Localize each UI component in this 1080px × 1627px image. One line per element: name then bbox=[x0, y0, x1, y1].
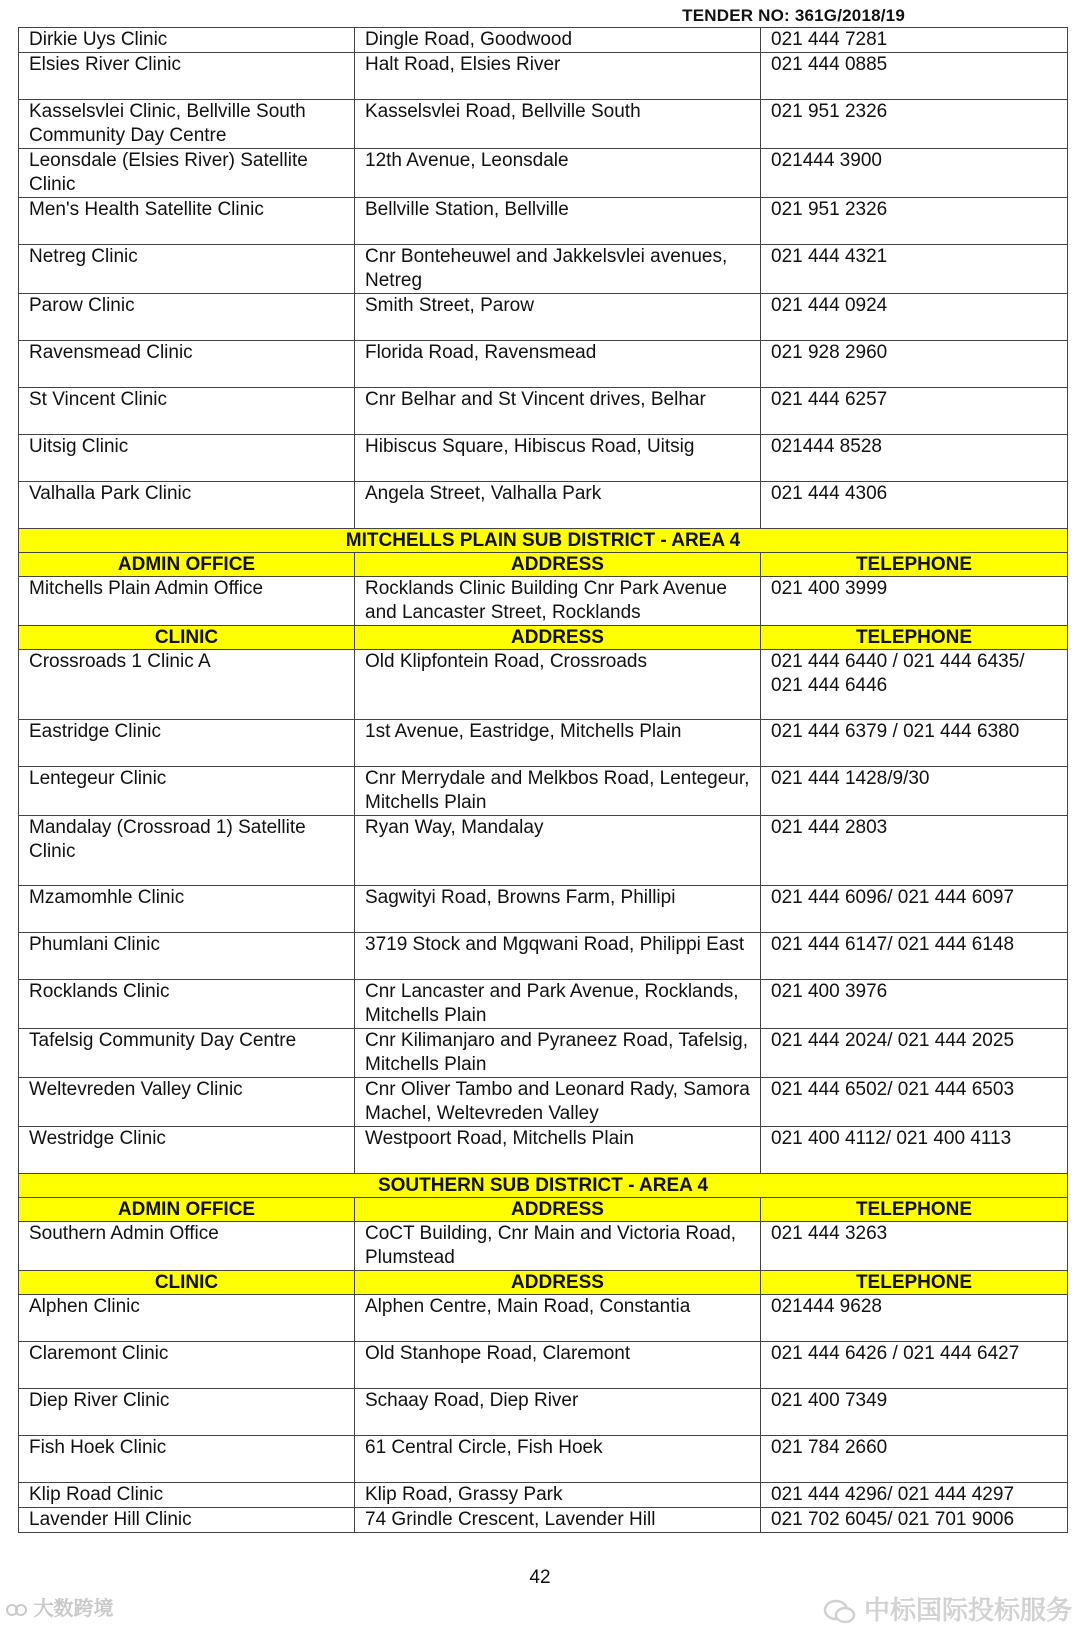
table-row bbox=[19, 933, 1068, 980]
telephone-cell: 021 444 6379 / 021 444 6380 bbox=[761, 720, 1068, 767]
clinic-name-cell: Eastridge Clinic bbox=[19, 720, 355, 767]
table-row bbox=[19, 980, 1068, 1029]
table-row bbox=[19, 1078, 1068, 1127]
telephone-cell: 021 951 2326 bbox=[761, 198, 1068, 245]
column-header-name: ADMIN OFFICE bbox=[19, 553, 355, 577]
admin-header-row bbox=[19, 1198, 1068, 1222]
clinic-name-cell: Mandalay (Crossroad 1) Satellite Clinic bbox=[19, 816, 355, 886]
table-row bbox=[19, 650, 1068, 720]
table-row bbox=[19, 28, 1068, 53]
telephone-cell: 021 400 3976 bbox=[761, 980, 1068, 1029]
telephone-cell: 021 444 0924 bbox=[761, 294, 1068, 341]
clinic-name-cell: Uitsig Clinic bbox=[19, 435, 355, 482]
clinic-name-cell: Valhalla Park Clinic bbox=[19, 482, 355, 529]
telephone-cell: 021444 3900 bbox=[761, 149, 1068, 198]
section-title-row-mitchells bbox=[19, 529, 1068, 553]
clinic-name-cell: Lavender Hill Clinic bbox=[19, 1508, 355, 1533]
table-row bbox=[19, 1389, 1068, 1436]
table-row bbox=[19, 1508, 1068, 1533]
column-header-telephone: TELEPHONE bbox=[761, 1198, 1068, 1222]
column-header-address: ADDRESS bbox=[355, 553, 761, 577]
column-header-address: ADDRESS bbox=[355, 626, 761, 650]
admin-office-row bbox=[19, 1222, 1068, 1271]
address-cell: Old Klipfontein Road, Crossroads bbox=[355, 650, 761, 720]
table-row bbox=[19, 435, 1068, 482]
address-cell: Florida Road, Ravensmead bbox=[355, 341, 761, 388]
tender-number: TENDER NO: 361G/2018/19 bbox=[682, 6, 905, 25]
table-row bbox=[19, 294, 1068, 341]
address-cell: Halt Road, Elsies River bbox=[355, 53, 761, 100]
telephone-cell: 021 444 6147/ 021 444 6148 bbox=[761, 933, 1068, 980]
telephone-cell: 021 444 4321 bbox=[761, 245, 1068, 294]
address-cell: Klip Road, Grassy Park bbox=[355, 1483, 761, 1508]
clinic-name-cell: Crossroads 1 Clinic A bbox=[19, 650, 355, 720]
telephone-cell: 021 444 0885 bbox=[761, 53, 1068, 100]
table-row bbox=[19, 767, 1068, 816]
telephone-cell: 021444 9628 bbox=[761, 1295, 1068, 1342]
telephone-cell: 021 928 2960 bbox=[761, 341, 1068, 388]
wechat-icon bbox=[823, 1598, 857, 1626]
clinic-name-cell: Klip Road Clinic bbox=[19, 1483, 355, 1508]
clinic-name-cell: Tafelsig Community Day Centre bbox=[19, 1029, 355, 1078]
address-cell: 61 Central Circle, Fish Hoek bbox=[355, 1436, 761, 1483]
address-cell: 74 Grindle Crescent, Lavender Hill bbox=[355, 1508, 761, 1533]
address-cell: Cnr Merrydale and Melkbos Road, Lentegeur, Mitchells Plain bbox=[355, 767, 761, 816]
table-row bbox=[19, 886, 1068, 933]
address-cell: Cnr Lancaster and Park Avenue, Rocklands, Mitchells Plain bbox=[355, 980, 761, 1029]
address-cell: Schaay Road, Diep River bbox=[355, 1389, 761, 1436]
clinic-name-cell: Men's Health Satellite Clinic bbox=[19, 198, 355, 245]
clinic-header-row bbox=[19, 1271, 1068, 1295]
address-cell: Cnr Kilimanjaro and Pyraneez Road, Tafelsig, Mitchells Plain bbox=[355, 1029, 761, 1078]
address-cell: 1st Avenue, Eastridge, Mitchells Plain bbox=[355, 720, 761, 767]
clinic-name-cell: Westridge Clinic bbox=[19, 1127, 355, 1174]
table-row bbox=[19, 1436, 1068, 1483]
clinic-name-cell: Netreg Clinic bbox=[19, 245, 355, 294]
address-cell: Old Stanhope Road, Claremont bbox=[355, 1342, 761, 1389]
address-cell: Alphen Centre, Main Road, Constantia bbox=[355, 1295, 761, 1342]
telephone-cell: 021 444 2803 bbox=[761, 816, 1068, 886]
column-header-telephone: TELEPHONE bbox=[761, 1271, 1068, 1295]
telephone-cell: 021 444 6096/ 021 444 6097 bbox=[761, 886, 1068, 933]
watermark-right bbox=[823, 1590, 1072, 1627]
clinic-name-cell: Alphen Clinic bbox=[19, 1295, 355, 1342]
telephone-cell: 021 444 1428/9/30 bbox=[761, 767, 1068, 816]
clinic-header-row bbox=[19, 626, 1068, 650]
address-cell: Dingle Road, Goodwood bbox=[355, 28, 761, 53]
address-cell: Kasselsvlei Road, Bellville South bbox=[355, 100, 761, 149]
address-cell: Smith Street, Parow bbox=[355, 294, 761, 341]
telephone-cell: 021 444 6426 / 021 444 6427 bbox=[761, 1342, 1068, 1389]
column-header-telephone: TELEPHONE bbox=[761, 626, 1068, 650]
telephone-cell: 021 400 7349 bbox=[761, 1389, 1068, 1436]
telephone-cell: 021 444 4306 bbox=[761, 482, 1068, 529]
telephone-cell: 021 951 2326 bbox=[761, 100, 1068, 149]
clinic-name-cell: Mzamomhle Clinic bbox=[19, 886, 355, 933]
admin-office-row bbox=[19, 577, 1068, 626]
clinic-name-cell: Parow Clinic bbox=[19, 294, 355, 341]
telephone-cell: 021 444 6502/ 021 444 6503 bbox=[761, 1078, 1068, 1127]
clinic-name-cell: Claremont Clinic bbox=[19, 1342, 355, 1389]
address-cell: Cnr Belhar and St Vincent drives, Belhar bbox=[355, 388, 761, 435]
telephone-cell: 021 702 6045/ 021 701 9006 bbox=[761, 1508, 1068, 1533]
table-row bbox=[19, 1342, 1068, 1389]
watermark-left-text: 大数跨境 bbox=[33, 1598, 114, 1620]
table-row bbox=[19, 1483, 1068, 1508]
watermark-left bbox=[6, 1592, 114, 1621]
page-number: 42 bbox=[529, 1567, 551, 1588]
table-row bbox=[19, 53, 1068, 100]
table-row bbox=[19, 1295, 1068, 1342]
table-row bbox=[19, 816, 1068, 886]
table-row bbox=[19, 1029, 1068, 1078]
telephone-cell: 021 400 3999 bbox=[761, 577, 1068, 626]
column-header-address: ADDRESS bbox=[355, 1198, 761, 1222]
table-row bbox=[19, 341, 1068, 388]
clinic-name-cell: Elsies River Clinic bbox=[19, 53, 355, 100]
address-cell: Rocklands Clinic Building Cnr Park Avenue and Lancaster Street, Rocklands bbox=[355, 577, 761, 626]
clinic-table bbox=[18, 27, 1068, 1533]
table-row bbox=[19, 245, 1068, 294]
address-cell: 3719 Stock and Mgqwani Road, Philippi East bbox=[355, 933, 761, 980]
address-cell: 12th Avenue, Leonsdale bbox=[355, 149, 761, 198]
address-cell: Hibiscus Square, Hibiscus Road, Uitsig bbox=[355, 435, 761, 482]
column-header-telephone: TELEPHONE bbox=[761, 553, 1068, 577]
section-title: MITCHELLS PLAIN SUB DISTRICT - AREA 4 bbox=[19, 529, 1068, 553]
watermark-right-text: 中标国际投标服务 bbox=[863, 1595, 1072, 1625]
section-title: SOUTHERN SUB DISTRICT - AREA 4 bbox=[19, 1174, 1068, 1198]
clinic-name-cell: Weltevreden Valley Clinic bbox=[19, 1078, 355, 1127]
telephone-cell: 021 784 2660 bbox=[761, 1436, 1068, 1483]
clinic-name-cell: Ravensmead Clinic bbox=[19, 341, 355, 388]
clinic-name-cell: Fish Hoek Clinic bbox=[19, 1436, 355, 1483]
table-row bbox=[19, 1127, 1068, 1174]
telephone-cell: 021 444 4296/ 021 444 4297 bbox=[761, 1483, 1068, 1508]
table-row bbox=[19, 198, 1068, 245]
admin-header-row bbox=[19, 553, 1068, 577]
address-cell: Ryan Way, Mandalay bbox=[355, 816, 761, 886]
clinic-name-cell: Southern Admin Office bbox=[19, 1222, 355, 1271]
telephone-cell: 021444 8528 bbox=[761, 435, 1068, 482]
clinic-name-cell: St Vincent Clinic bbox=[19, 388, 355, 435]
column-header-name: CLINIC bbox=[19, 626, 355, 650]
telephone-cell: 021 400 4112/ 021 400 4113 bbox=[761, 1127, 1068, 1174]
telephone-cell: 021 444 6440 / 021 444 6435/ 021 444 6446 bbox=[761, 650, 1068, 720]
clinic-name-cell: Mitchells Plain Admin Office bbox=[19, 577, 355, 626]
address-cell: Cnr Oliver Tambo and Leonard Rady, Samora Machel, Weltevreden Valley bbox=[355, 1078, 761, 1127]
table-row bbox=[19, 482, 1068, 529]
address-cell: Angela Street, Valhalla Park bbox=[355, 482, 761, 529]
watermark-logo-icon bbox=[6, 1601, 28, 1619]
table-row bbox=[19, 100, 1068, 149]
section-title-row-southern bbox=[19, 1174, 1068, 1198]
clinic-name-cell: Leonsdale (Elsies River) Satellite Clinic bbox=[19, 149, 355, 198]
table-row bbox=[19, 388, 1068, 435]
clinic-name-cell: Diep River Clinic bbox=[19, 1389, 355, 1436]
column-header-name: CLINIC bbox=[19, 1271, 355, 1295]
clinic-name-cell: Dirkie Uys Clinic bbox=[19, 28, 355, 53]
clinic-name-cell: Kasselsvlei Clinic, Bellville South Community Day Centre bbox=[19, 100, 355, 149]
telephone-cell: 021 444 6257 bbox=[761, 388, 1068, 435]
column-header-address: ADDRESS bbox=[355, 1271, 761, 1295]
address-cell: CoCT Building, Cnr Main and Victoria Road, Plumstead bbox=[355, 1222, 761, 1271]
table-row bbox=[19, 720, 1068, 767]
column-header-name: ADMIN OFFICE bbox=[19, 1198, 355, 1222]
telephone-cell: 021 444 7281 bbox=[761, 28, 1068, 53]
address-cell: Bellville Station, Bellville bbox=[355, 198, 761, 245]
telephone-cell: 021 444 2024/ 021 444 2025 bbox=[761, 1029, 1068, 1078]
telephone-cell: 021 444 3263 bbox=[761, 1222, 1068, 1271]
address-cell: Cnr Bonteheuwel and Jakkelsvlei avenues, Netreg bbox=[355, 245, 761, 294]
clinic-name-cell: Lentegeur Clinic bbox=[19, 767, 355, 816]
clinic-name-cell: Rocklands Clinic bbox=[19, 980, 355, 1029]
clinic-name-cell: Phumlani Clinic bbox=[19, 933, 355, 980]
table-row bbox=[19, 149, 1068, 198]
address-cell: Sagwityi Road, Browns Farm, Phillipi bbox=[355, 886, 761, 933]
address-cell: Westpoort Road, Mitchells Plain bbox=[355, 1127, 761, 1174]
